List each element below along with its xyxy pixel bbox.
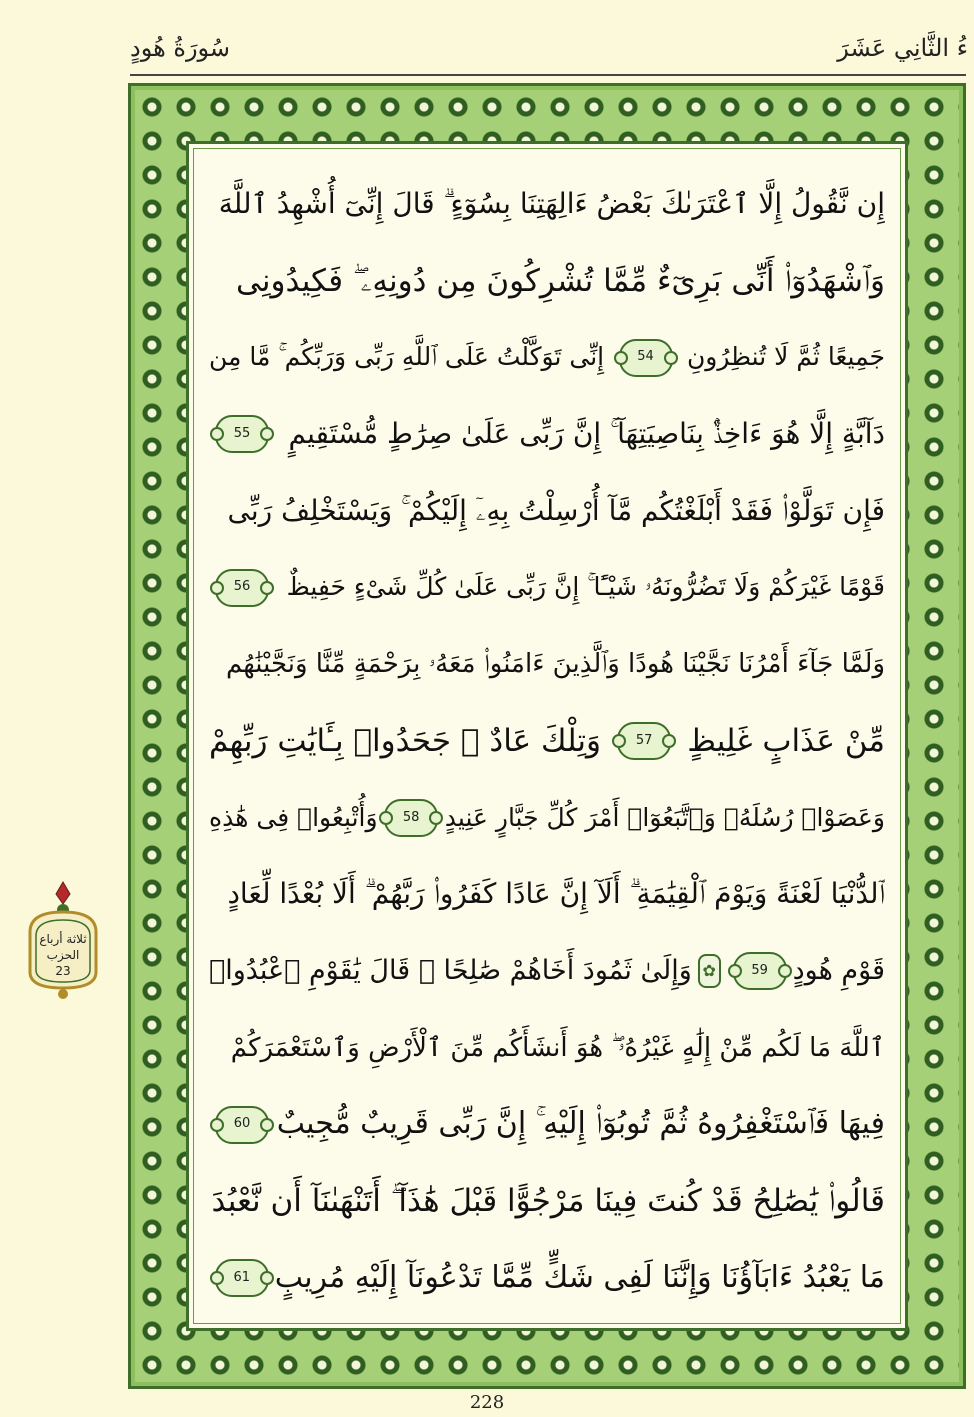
- ayah-number-marker: 57: [617, 722, 671, 760]
- verse-line: [209, 703, 885, 780]
- hizb-number: 23: [55, 964, 71, 978]
- header-divider: [130, 74, 966, 76]
- verse-text: إِن نَّقُولُ إِلَّا ٱعْتَرَىٰكَ بَعْضُ ءَالِهَتِنَا بِسُوٓءٍ ۗ قَالَ إِنِّىٓ أُشْهِدُ ٱللَّهَ: [218, 187, 885, 220]
- verse-text: وَإِلَىٰ ثَمُودَ أَخَاهُمْ صَٰلِحًا ۚ قَالَ يَٰقَوْمِ ٱعْبُدُوا۟: [209, 954, 692, 986]
- verse-text: جَمِيعًا ثُمَّ لَا تُنظِرُونِ: [686, 342, 885, 372]
- verse-line: [209, 1086, 885, 1163]
- verse-line: [209, 319, 885, 396]
- verse-text: دَآبَّةٍ إِلَّا هُوَ ءَاخِذٌۢ بِنَاصِيَتِهَآ ۚ إِنَّ رَبِّى عَلَىٰ صِرَٰطٍ مُّسْتَقِيمٍ: [288, 417, 885, 451]
- verse-line: [209, 166, 885, 243]
- verse-line: [209, 1010, 885, 1087]
- verse-line: [209, 549, 885, 626]
- verse-line: [209, 473, 885, 550]
- hizb-marker: [22, 880, 104, 1000]
- verse-text: قَالُوا۟ يَٰصَٰلِحُ قَدْ كُنتَ فِينَا مَرْجُوًّا قَبْلَ هَٰذَآ ۖ أَتَنْهَىٰنَآ أَن نَّعْبُدَ: [211, 1182, 885, 1219]
- hizb-label: الحزب: [46, 948, 80, 962]
- verse-text: ٱلدُّنْيَا لَعْنَةً وَيَوْمَ ٱلْقِيَٰمَةِ ۗ أَلَآ إِنَّ عَادًا كَفَرُوا۟ رَبَّهُمْ ۗ أَلَا بُعْدًا لِّعَادٍ: [227, 877, 885, 911]
- verse-text: ٱللَّهَ مَا لَكُم مِّنْ إِلَٰهٍ غَيْرُهُۥ ۖ هُوَ أَنشَأَكُم مِّنَ ٱلْأَرْضِ وَٱسْتَعْمَرَكُمْ: [230, 1032, 885, 1063]
- verse-line: [209, 780, 885, 857]
- verse-text: إِنِّى تَوَكَّلْتُ عَلَى ٱللَّهِ رَبِّى وَرَبِّكُم ۚ مَّا مِن: [209, 342, 605, 372]
- verse-text: قَوْمًا غَيْرَكُمْ وَلَا تَضُرُّونَهُۥ شَيْـًٔا ۚ إِنَّ رَبِّى عَلَىٰ كُلِّ شَىْءٍ حَفِيظٌ: [286, 572, 885, 602]
- ayah-number-marker: 56: [215, 569, 269, 607]
- verse-text: وَتِلْكَ عَادٌ ۖ جَحَدُوا۟ بِـَٔايَٰتِ رَبِّهِمْ: [209, 722, 601, 759]
- verse-line: [209, 933, 885, 1010]
- ayah-number-marker: 54: [619, 339, 673, 377]
- header-left: سُورَةُ هُودٍ: [130, 34, 231, 62]
- header-right: ءُ الثَّانِي عَشَرَ: [837, 34, 968, 62]
- verse-line: [209, 243, 885, 320]
- ayah-number-marker: 58: [384, 799, 438, 837]
- ayah-number-marker: 55: [215, 415, 269, 453]
- text-panel: [186, 141, 908, 1331]
- ayah-number-marker: 61: [215, 1259, 269, 1297]
- verse-text: فِيهَا فَٱسْتَغْفِرُوهُ ثُمَّ تُوبُوٓا۟ إِلَيْهِ ۚ إِنَّ رَبِّى قَرِيبٌ مُّجِيبٌ: [276, 1106, 885, 1142]
- verse-text: وَعَصَوْا۟ رُسُلَهُۥ وَٱتَّبَعُوٓا۟ أَمْرَ كُلِّ جَبَّارٍ عَنِيدٍ: [444, 802, 885, 832]
- verse-text: مَا يَعْبُدُ ءَابَآؤُنَا وَإِنَّنَا لَفِى شَكٍّ مِّمَّا تَدْعُونَآ إِلَيْهِ مُرِيبٍ: [274, 1259, 885, 1295]
- verse-line: [209, 1240, 885, 1317]
- verse-line: [209, 856, 885, 933]
- verse-text: قَوْمِ هُودٍ: [792, 954, 885, 986]
- page-number: 228: [469, 1392, 505, 1413]
- ayah-number-marker: 59: [733, 952, 787, 990]
- verse-text: وَٱشْهَدُوٓا۟ أَنِّى بَرِىٓءٌ مِّمَّا تُشْرِكُونَ مِن دُونِهِۦ ۖ فَكِيدُونِى: [236, 262, 885, 299]
- ornament-icon: ✿: [698, 954, 721, 988]
- verse-line: [209, 1163, 885, 1240]
- verse-text: وَلَمَّا جَآءَ أَمْرُنَا نَجَّيْنَا هُودًا وَٱلَّذِينَ ءَامَنُوا۟ مَعَهُۥ بِرَحْمَةٍ مِّنَّا وَنَجَّيْنَٰهُم: [225, 649, 885, 680]
- verse-line: [209, 396, 885, 473]
- hizb-quarter-label: ثلاثة أرباع: [39, 932, 87, 946]
- quran-text-area: [209, 166, 885, 1308]
- verse-text: مِّنْ عَذَابٍ غَلِيظٍ: [687, 722, 885, 759]
- verse-text: وَأُتْبِعُوا۟ فِى هَٰذِهِ: [209, 802, 378, 832]
- ayah-number-marker: 60: [215, 1106, 269, 1144]
- verse-text: فَإِن تَوَلَّوْا۟ فَقَدْ أَبْلَغْتُكُم مَّآ أُرْسِلْتُ بِهِۦٓ إِلَيْكُمْ ۚ وَيَسْتَخْلِفُ رَبِّى: [227, 493, 885, 527]
- verse-line: [209, 626, 885, 703]
- ornamental-frame: [128, 83, 966, 1389]
